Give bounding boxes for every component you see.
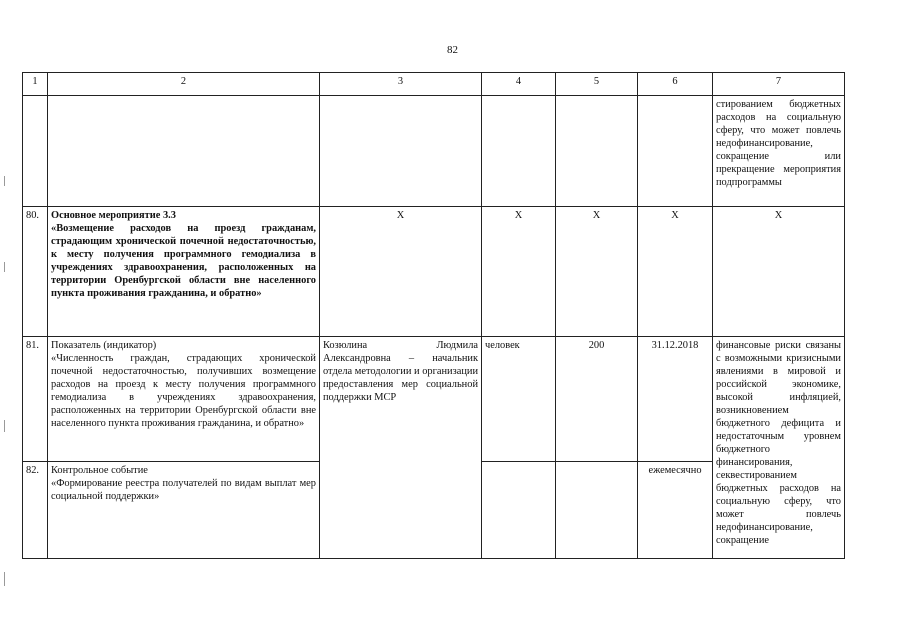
unit-cell: человек (482, 337, 556, 462)
table-row-81 (23, 337, 845, 462)
table-row-80 (23, 207, 845, 337)
cell-x: Х (320, 207, 482, 337)
date-cell: ежемесячно (638, 462, 713, 559)
header-cell: 2 (48, 73, 320, 96)
row-number: 82. (23, 462, 48, 559)
margin-mark (4, 572, 5, 586)
cell-x: Х (556, 207, 638, 337)
control-event-description (48, 462, 320, 559)
margin-mark (4, 420, 5, 432)
header-cell: 1 (23, 73, 48, 96)
header-cell: 7 (713, 73, 845, 96)
indicator-label: Показатель (индикатор) (51, 340, 157, 351)
event-text: «Возмещение расходов на проезд гражданам, страдающим хронической почечной недостаточностью, к месту получения программного гемодиализа в учреждениях здравоохранения, расположенных на территории Оренбургской области вне населенного пункта проживания гражданина, и обратно» (51, 223, 316, 299)
page-number: 82 (447, 44, 458, 56)
row-number: 80. (23, 207, 48, 337)
risk-text: стированием бюджетных расходов на социальную сферу, что может повлечь недофинансирование, сокращение или прекращение мероприятия подпрограммы (713, 96, 845, 207)
date-cell: 31.12.2018 (638, 337, 713, 462)
header-cell: 6 (638, 73, 713, 96)
event-title: Основное мероприятие 3.3 (51, 210, 176, 221)
cell-x: Х (482, 207, 556, 337)
control-event-label: Контрольное событие (51, 465, 148, 476)
cell-x: Х (713, 207, 845, 337)
value-cell: 200 (556, 337, 638, 462)
row-number: 81. (23, 337, 48, 462)
indicator-description (48, 337, 320, 462)
document-table (22, 72, 845, 559)
indicator-text: «Численность граждан, страдающих хронической почечной недостаточностью, получивших возмещение расходов на проезд к месту получения программного гемодиализа в учреждениях здравоохранения, расположенных на территории Оренбургской области вне населенного пункта проживания гражданина, и обратно» (51, 353, 316, 429)
event-description (48, 207, 320, 337)
control-event-text: «Формирование реестра получателей по видам выплат мер социальной поддержки» (51, 478, 316, 502)
responsible-person: Козюлина Людмила Александровна – начальник отдела методологии и организации предоставления мер социальной поддержки МСР (320, 337, 482, 559)
margin-mark (4, 262, 5, 272)
risk-text: финансовые риски связаны с возможными кризисными явлениями в мировой и российской экономике, высокой инфляцией, возникновением бюджетного дефицита и недостаточным уровнем бюджетного финансирования, секвестированием бюджетных расходов на социальную сферу, что может повлечь недофинансирование, сокращение (713, 337, 845, 559)
header-row (23, 73, 845, 96)
continuation-row (23, 96, 845, 207)
margin-mark (4, 176, 5, 186)
cell-x: Х (638, 207, 713, 337)
header-cell: 5 (556, 73, 638, 96)
header-cell: 3 (320, 73, 482, 96)
header-cell: 4 (482, 73, 556, 96)
